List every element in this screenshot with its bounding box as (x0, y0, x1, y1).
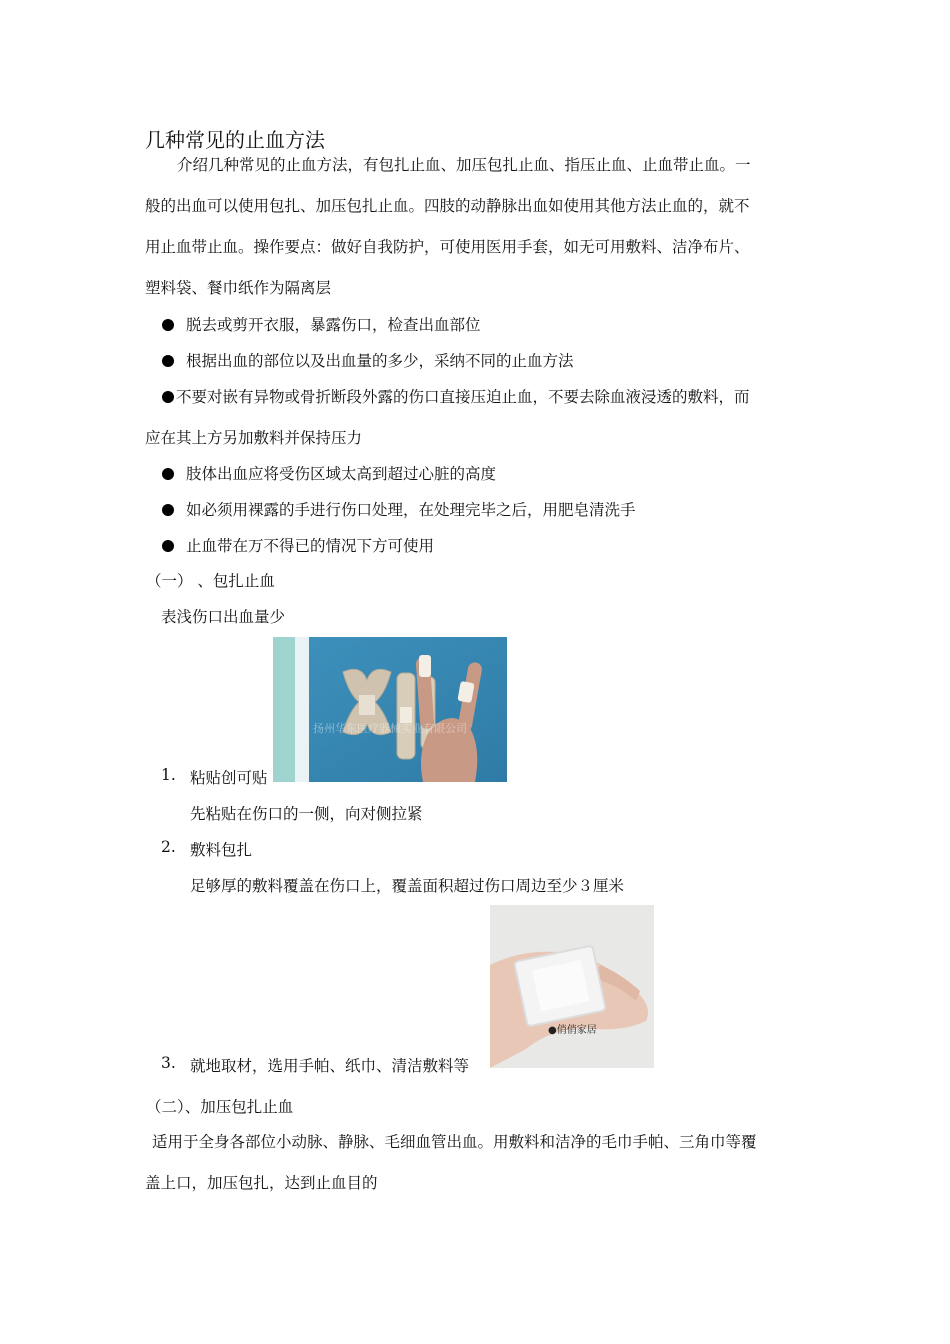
section2-line-1: 适用于全身各部位小动脉、静脉、毛细血管出血。用敷料和洁净的毛巾手帕、三角巾等覆 (152, 1133, 757, 1151)
gauze-photo (490, 905, 654, 1068)
bullet-text: 不要对嵌有异物或骨折断段外露的伤口直接压迫止血，不要去除血液浸透的敷料，而 (176, 388, 750, 406)
intro-line-1: 介绍几种常见的止血方法，有包扎止血、加压包扎止血、指压止血、止血带止血。一 (177, 156, 751, 174)
bullet-text: 如必须用裸露的手进行伤口处理，在处理完毕之后，用肥皂清洗手 (186, 501, 636, 519)
intro-line-4: 塑料袋、餐巾纸作为隔离层 (145, 279, 332, 297)
section-heading-2: （二）、加压包扎止血 (146, 1098, 294, 1116)
image-watermark: ●俏俏家居 (548, 1025, 597, 1036)
list-item-number: 2. (161, 838, 176, 856)
bandage-photo (273, 637, 507, 782)
intro-line-2: 般的出血可以使用包扎、加压包扎止血。四肢的动静脉出血如使用其他方法止血的，就不 (145, 197, 750, 215)
list-item-label: 粘贴创可贴 (190, 769, 268, 787)
gauze-illustration (490, 905, 654, 1068)
bullet-dot-icon (162, 540, 174, 552)
list-item-desc: 足够厚的敷料覆盖在伤口上，覆盖面积超过伤口周边至少３厘米 (190, 877, 625, 895)
bullet-item (162, 462, 496, 484)
bullet-text: 脱去或剪开衣服，暴露伤口，检查出血部位 (186, 316, 481, 334)
bullet-dot-icon (162, 355, 174, 367)
list-item-number: 3. (161, 1054, 176, 1072)
bullet-item (162, 534, 434, 556)
bullet-dot-icon (162, 504, 174, 516)
list-item-desc: 先粘贴在伤口的一侧，向对侧拉紧 (190, 805, 423, 823)
intro-line-3: 用止血带止血。操作要点：做好自我防护，可使用医用手套，如无可用敷料、洁净布片、 (145, 238, 750, 256)
bullet-dot-icon (162, 319, 174, 331)
page-title: 几种常见的止血方法 (145, 128, 325, 152)
bullet-continuation: 应在其上方另加敷料并保持压力 (145, 429, 363, 447)
section-heading-1: （一） 、包扎止血 (146, 572, 275, 590)
bullet-text: 根据出血的部位以及出血量的多少，采纳不同的止血方法 (186, 352, 574, 370)
list-item-label: 敷料包扎 (190, 841, 253, 859)
list-item-number: 1. (161, 766, 176, 784)
bullet-item (162, 385, 750, 407)
image-watermark: 扬州华东医疗器械实业有限公司 (313, 722, 467, 735)
bullet-item (162, 498, 636, 520)
bullet-text: 肢体出血应将受伤区域太高到超过心脏的高度 (186, 465, 497, 483)
section2-line-2: 盖上口，加压包扎，达到止血目的 (145, 1174, 378, 1192)
section-sub-1: 表浅伤口出血量少 (161, 608, 286, 626)
bullet-text: 止血带在万不得已的情况下方可使用 (186, 537, 435, 555)
bullet-dot-icon (162, 468, 174, 480)
bandage-illustration (273, 637, 507, 782)
list-item-label: 就地取材，选用手帕、纸巾、清洁敷料等 (190, 1057, 470, 1075)
bullet-item (162, 349, 574, 371)
bullet-item (162, 313, 481, 335)
bullet-dot-icon (162, 391, 174, 403)
